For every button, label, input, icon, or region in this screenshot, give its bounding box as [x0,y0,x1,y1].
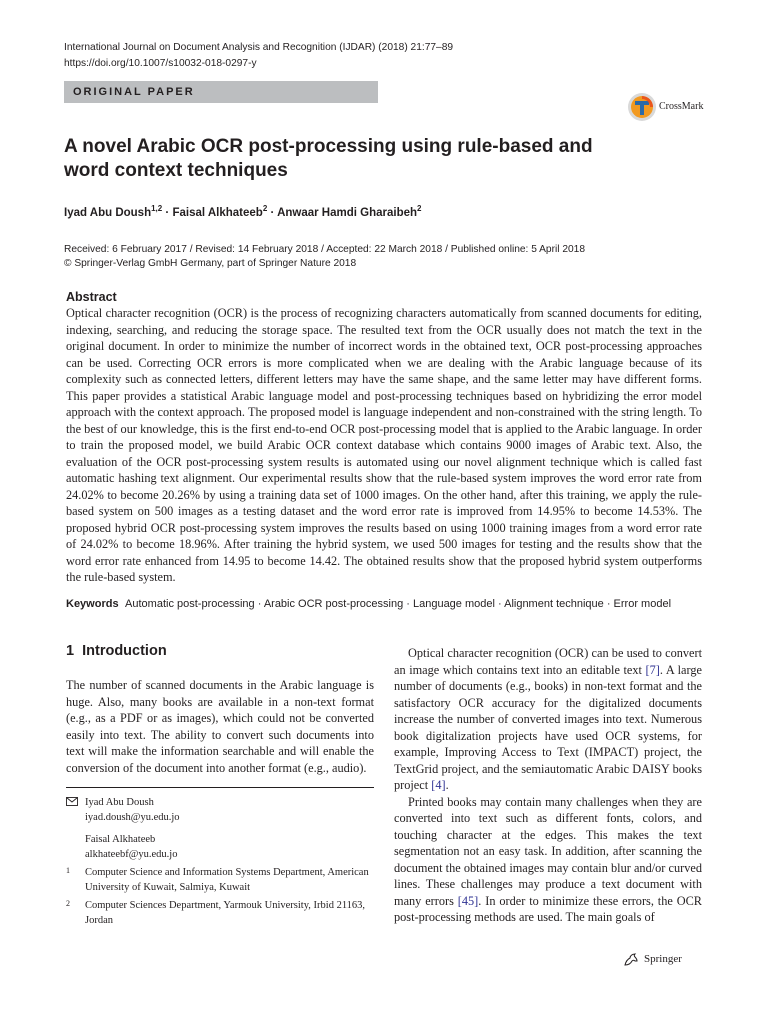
paper-title: A novel Arabic OCR post-processing using rule-based and word context techniques [64,136,593,181]
affiliation-item [66,866,374,896]
keywords-list: Automatic post-processing · Arabic OCR post-processing · Language model · Alignment technique · Error model [125,598,672,610]
affiliation-item [66,899,374,929]
publisher-name: Springer [644,953,682,965]
corresponding-author-name: Iyad Abu Doush [85,797,154,808]
body-paragraph [394,645,702,794]
author-affiliation-mark: 1,2 [151,204,163,213]
author-list [64,204,421,219]
paragraph-text: . In order to minimize these errors, the OCR post-processing methods are used. The main goals of [394,893,702,924]
citation-link[interactable]: [7] [645,662,660,677]
corresponding-author-email[interactable]: iyad.doush@yu.edu.jo [85,811,180,823]
author-name[interactable]: Anwaar Hamdi Gharaibeh [277,206,418,219]
crossmark-label: CrossMark [659,101,704,112]
body-paragraph [394,794,702,926]
author-affiliation-mark: 2 [417,204,422,213]
article-type-label: ORIGINAL PAPER [73,86,195,98]
corresponding-author-email[interactable]: alkhateebf@yu.edu.jo [85,848,178,860]
abstract-text: Optical character recognition (OCR) is the process of recognizing characters automatically from scanned documents for editing, indexing, searching, and reducing the storage space. The resulted text from the OCR usually does not match the text in the original document. In order to minimize the number of incorrect words in the obtained text, OCR post-processing approaches can be used. Correcting OCR errors is more complicated when we are dealing with the Arabic language because of its complexity such as connected letters, different letters may have the same shape, and the same letter may have different forms. This paper provides a statistical Arabic language model and post-processing techniques based on hybridizing the error model approach with the context approach. The proposed model is language independent and non-constrained with the string length. To the best of our knowledge, this is the first end-to-end OCR post-processing model that is applied to the Arabic language. In order to train the proposed model, we build Arabic OCR context database which contains 9000 images of Arabic text. Also, the evaluation of the OCR post-processing system results is automated using our novel alignment technique which is called fast automatic hashing text alignment. Our experimental results show that the rule-based system improves the word error rate from 24.02% to become 20.26% by using a training data set of 1000 images. On the other hand, after this training, we apply the rule-based system on 500 images as a testing dataset and the word error rate is improved from 14.95% to become 14.53%. The proposed hybrid OCR post-processing system improves the results based on using 1000 training images from a word error rate of 24.02% to become 18.96%. After training the hybrid system, we used 500 images for testing and the results show that the word error rate enhanced from 14.95 to become 14.42. The obtained results show that the proposed hybrid system outperforms the rule-based system. [66,306,702,584]
envelope-icon [66,797,78,806]
affiliation-number: 1 [66,866,70,875]
affiliation-text: Computer Sciences Department, Yarmouk University, Irbid 21163, Jordan [85,900,366,926]
author-name[interactable]: Iyad Abu Doush [64,206,152,219]
publication-history: Received: 6 February 2017 / Revised: 14 February 2018 / Accepted: 22 March 2018 / Published online: 5 April 2018 [64,244,586,255]
section-heading [66,643,167,659]
keywords-line [66,598,746,610]
section-title: Introduction [82,643,167,659]
abstract-heading: Abstract [66,290,117,304]
right-column [394,645,702,926]
journal-citation: International Journal on Document Analysis and Recognition (IJDAR) (2018) 21:77–89 [64,42,454,53]
paragraph-text: . [445,778,449,792]
author-name[interactable]: Faisal Alkhateeb [172,206,263,219]
left-column [66,677,374,776]
section-number: 1 [66,643,75,659]
author-separator: · [267,206,278,219]
crossmark-icon [627,92,657,122]
springer-horse-icon [623,953,639,967]
journal-header [64,40,453,72]
copyright-line: © Springer-Verlag GmbH Germany, part of Springer Nature 2018 [64,258,357,269]
corresponding-author-name: Faisal Alkhateeb [85,834,156,845]
paragraph-text: . A large number of documents (e.g., books) in non-text format and the satisfactory OCR accuracy for the digitalized documents increase the number of converted images into text. Numerous book digitalization projects have used OCR systems, for example, Improving Access to Text (IMPACT) project, the TextGrid project, and the semiautomatic Arabic DAISY books project [394,662,702,792]
citation-link[interactable]: [45] [457,893,479,908]
publisher-footer [623,952,713,968]
keywords-label: Keywords [66,598,119,610]
publication-dates [64,243,585,271]
intro-paragraph: The number of scanned documents in the Arabic language is huge. Also, many books are available in a non-text format (e.g., as a PDF or as images), which could not be converted easily into text. The ability to convert such documents into text will make the information searchable and will enable the conversion of the document into another format (e.g., audio). [66,678,374,775]
citation-link[interactable]: [4] [431,778,446,792]
paragraph-text: Printed books may contain many challenges when they are converted into text such as different fonts, colors, and touching character at the edges. This makes the text segmentation not an easy task. In addition, after scanning the document the obtained images may contain blur and/or curved lines. These challenges may produce a text document with many errors [394,794,702,908]
author-separator: · [162,206,173,219]
paragraph-text: Optical character recognition (OCR) can be used to convert an image which contains text into an editable text [394,646,702,677]
crossmark-badge[interactable] [627,92,737,124]
affiliation-text: Computer Science and Information Systems Department, American University of Kuwait, Salmiya, Kuwait [85,867,369,893]
doi-link[interactable]: https://doi.org/10.1007/s10032-018-0297-y [64,58,257,69]
footnote-divider [66,787,374,788]
affiliation-number: 2 [66,899,70,908]
author-affiliation-mark: 2 [262,204,268,213]
article-type-banner [64,81,378,103]
